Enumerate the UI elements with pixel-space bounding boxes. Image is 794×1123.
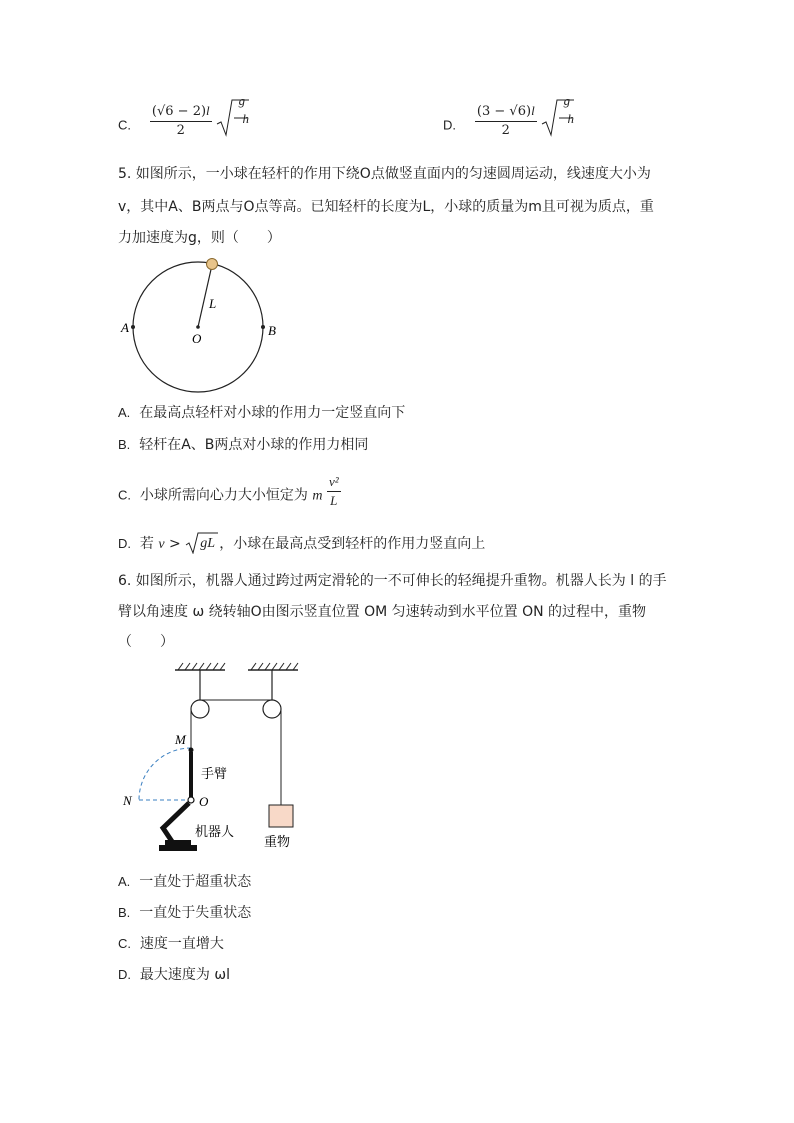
label-weight: 重物 [264, 835, 291, 850]
label-m: M [175, 732, 186, 747]
option-text: 最大速度为 ωl [139, 967, 230, 983]
option-label: D. [443, 117, 456, 133]
label-arm: 手臂 [201, 767, 228, 782]
option-label: D. [118, 967, 131, 982]
option-label: B. [118, 437, 131, 452]
denominator: L [330, 493, 338, 508]
option-text: 一直处于失重状态 [139, 905, 252, 921]
center-point-o [196, 325, 200, 329]
robot-body [163, 803, 189, 846]
pulley-left-icon [191, 700, 209, 718]
mass-m: m [312, 488, 323, 504]
variable-l: l [531, 102, 535, 118]
option-text: 小球所需向心力大小恒定为 [139, 487, 308, 504]
option-text: 在最高点轻杆对小球的作用力一定竖直向下 [139, 405, 406, 421]
option-label: D. [118, 536, 131, 551]
fraction-v2-over-l [327, 474, 341, 509]
numerator-inner: √6 [509, 103, 526, 119]
q6-stem-line-3: （ ） [118, 634, 174, 650]
denominator: 2 [176, 122, 185, 138]
arc-path-mn [139, 748, 191, 800]
option-text-post: ，小球在最高点受到轻杆的作用力竖直向上 [219, 536, 486, 552]
root-numerator: g [238, 93, 246, 108]
q6-robot-pulley-figure [115, 660, 315, 860]
point-m [189, 748, 194, 753]
velocity-v: v [158, 537, 165, 552]
numerator-inner: √6 − 2 [156, 103, 201, 119]
q6-option-c [118, 935, 224, 953]
option-label: B. [118, 905, 131, 920]
top-option-c [118, 93, 272, 143]
fraction: $\frac{(√6 - 2)l}{2}$ [151, 102, 210, 138]
q6-option-a [118, 873, 251, 891]
q6-option-b [118, 904, 251, 922]
root-denominator: h [242, 111, 250, 126]
label-l: L [209, 296, 217, 311]
weight-box [269, 805, 293, 827]
q5-option-a [118, 404, 405, 422]
option-text: 速度一直增大 [139, 936, 224, 952]
denominator: 2 [501, 122, 510, 138]
root-denominator: h [567, 111, 575, 126]
label-robot: 机器人 [195, 825, 235, 840]
q5-stem-line-1: 5. 如图所示，一小球在轻杆的作用下绕O点做竖直面内的匀速圆周运动，线速度大小为 [118, 166, 651, 182]
sqrt-g-over-h [541, 93, 597, 143]
label-n: N [123, 793, 132, 808]
label-o: O [192, 331, 202, 346]
option-label: A. [118, 874, 131, 889]
option-text: 一直处于超重状态 [139, 874, 252, 890]
robot-base-top [165, 840, 191, 845]
variable-l: l [206, 102, 210, 118]
point-b [261, 325, 265, 329]
ceiling-left [175, 663, 225, 670]
ceiling-right [248, 663, 298, 670]
numerator: v² [327, 474, 341, 492]
fraction: $\frac{(3 - √6)l}{2}$ [476, 102, 535, 138]
q6-option-d [118, 966, 230, 984]
q5-option-b [118, 436, 368, 454]
root-content: gL [200, 536, 216, 551]
option-text: 轻杆在A、B两点对小球的作用力相同 [139, 437, 369, 453]
label-b: B [268, 323, 276, 338]
sqrt-gl [185, 535, 219, 553]
pulley-right-icon [263, 700, 281, 718]
point-a [131, 325, 135, 329]
option-label: C. [118, 117, 131, 133]
sqrt-g-over-h [216, 93, 272, 143]
q5-option-c [118, 474, 341, 509]
label-o: O [199, 794, 209, 809]
option-text-pre: 若 [139, 536, 154, 552]
option-label: C. [118, 487, 131, 503]
option-label: C. [118, 936, 131, 951]
q5-stem-line-3: 力加速度为g，则（ ） [118, 230, 281, 246]
greater-than: > [164, 536, 186, 552]
robot-base [159, 845, 197, 851]
q5-option-d [118, 535, 485, 554]
pivot-o [188, 797, 194, 803]
q6-stem-line-1: 6. 如图所示，机器人通过跨过两定滑轮的一不可伸长的轻绳提升重物。机器人长为 l 的手 [118, 573, 667, 589]
q6-stem-line-2: 臂以角速度 ω 绕转轴O由图示竖直位置 OM 匀速转动到水平位置 ON 的过程中，重物 [118, 604, 647, 620]
top-option-d [443, 93, 597, 143]
root-numerator: g [563, 93, 571, 108]
label-a: A [121, 320, 129, 335]
ball-icon [207, 259, 218, 270]
q5-circle-figure [115, 255, 285, 395]
numerator-lead: 3 − [481, 103, 510, 119]
q5-stem-line-2: v，其中A、B两点与O点等高。已知轻杆的长度为L，小球的质量为m且可视为质点，重 [118, 199, 654, 215]
option-label: A. [118, 405, 131, 420]
